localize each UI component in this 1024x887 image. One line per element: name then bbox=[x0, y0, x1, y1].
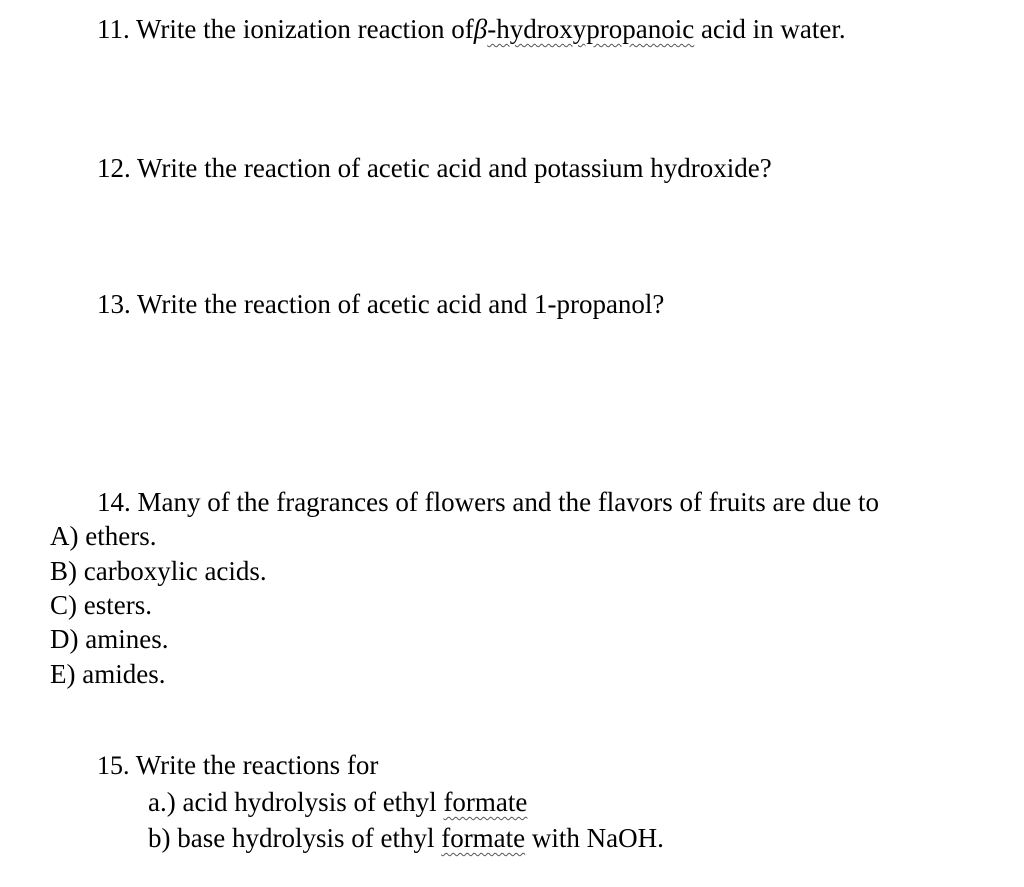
question-14 bbox=[97, 486, 879, 518]
question-number: 14. bbox=[97, 487, 131, 517]
question-13 bbox=[97, 288, 664, 320]
part-text-end: with NaOH. bbox=[531, 823, 664, 853]
question-text: Write the reaction of acetic acid and potassium hydroxide? bbox=[137, 153, 772, 183]
question-number: 12. bbox=[97, 153, 131, 183]
question-15-part-a bbox=[148, 786, 527, 818]
spellcheck-flagged-word: formate bbox=[441, 823, 526, 853]
option-b: B) carboxylic acids. bbox=[50, 556, 267, 586]
question-number: 11. bbox=[97, 14, 130, 44]
question-15-part-b bbox=[148, 822, 664, 854]
question-number: 13. bbox=[97, 289, 131, 319]
option-c: C) esters. bbox=[50, 590, 152, 620]
option-e: E) amides. bbox=[50, 659, 166, 689]
question-text: Write the reactions for bbox=[135, 750, 379, 780]
spellcheck-flagged-word: -hydroxypropanoic bbox=[487, 14, 695, 44]
question-12 bbox=[97, 152, 772, 184]
spellcheck-flagged-word: formate bbox=[443, 787, 528, 817]
option-a: A) ethers. bbox=[50, 521, 157, 551]
question-text-end: acid in water. bbox=[700, 14, 846, 44]
question-text: Many of the fragrances of flowers and the flavors of fruits are due to bbox=[137, 487, 879, 517]
question-number: 15. bbox=[97, 751, 130, 780]
beta-symbol: β bbox=[473, 14, 488, 44]
question-text: Write the ionization reaction of bbox=[136, 14, 474, 44]
part-text: a.) acid hydrolysis of ethyl bbox=[148, 787, 437, 817]
question-text: Write the reaction of acetic acid and 1-propanol? bbox=[137, 289, 665, 319]
part-text: b) base hydrolysis of ethyl bbox=[148, 823, 435, 853]
option-d: D) amines. bbox=[50, 624, 169, 654]
question-15 bbox=[97, 749, 378, 782]
question-11 bbox=[97, 13, 846, 45]
